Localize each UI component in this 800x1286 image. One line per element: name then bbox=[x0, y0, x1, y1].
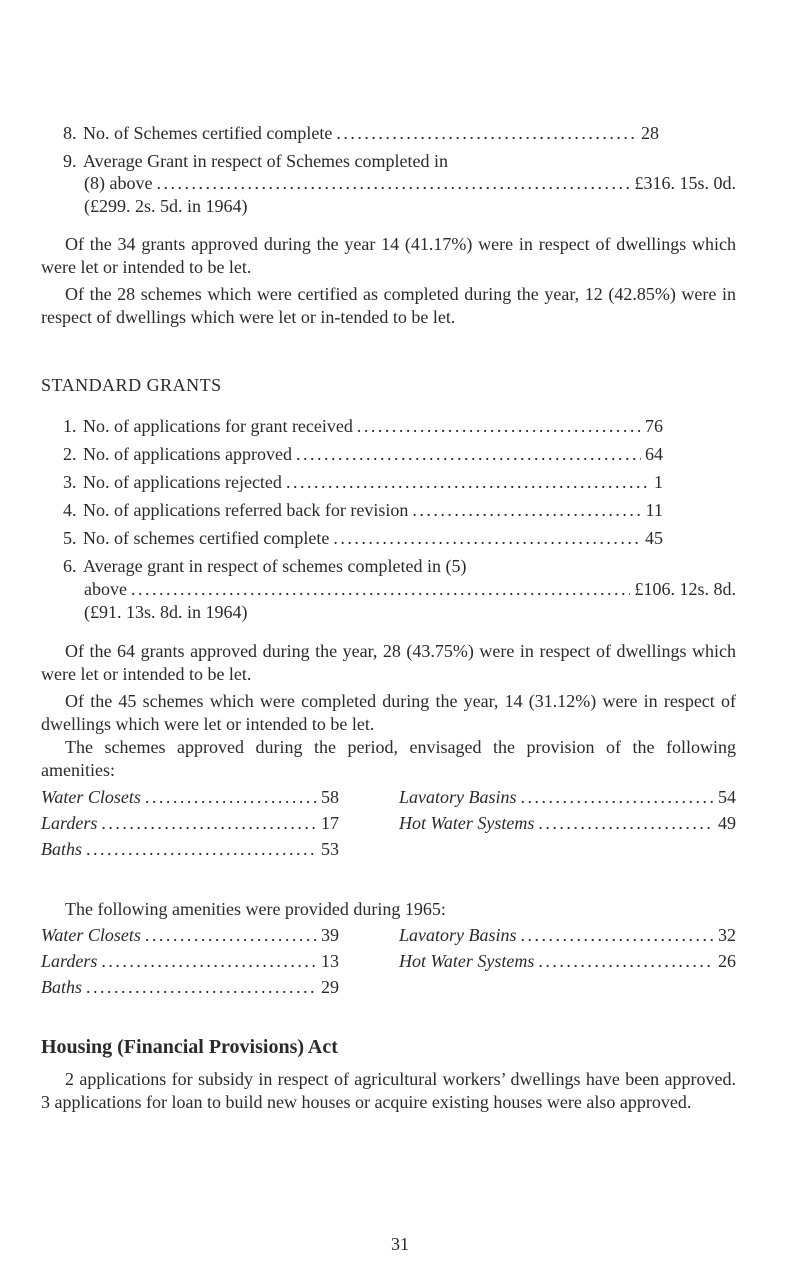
amenity-row bbox=[399, 812, 736, 835]
item-label: (£91. 13s. 8d. in 1964) bbox=[84, 602, 248, 622]
paragraph: Of the 28 schemes which were certified as completed during the year, 12 (42.85%) were in respect of dwellings which were let or in-tended to be let. bbox=[41, 284, 736, 327]
leader-dots bbox=[145, 786, 317, 809]
item-number: 6. bbox=[63, 556, 77, 576]
list-item bbox=[63, 150, 448, 173]
section-heading: Housing (Financial Provisions) Act bbox=[41, 1036, 338, 1058]
list-item bbox=[63, 499, 663, 522]
paragraph: Of the 34 grants approved during the year 14 (41.17%) were in respect of dwellings which were let or intended to be let. bbox=[41, 234, 736, 277]
item-label: No. of schemes certified complete bbox=[83, 528, 330, 548]
amenity-value: 39 bbox=[321, 925, 339, 945]
amenity-label: Lavatory Basins bbox=[399, 925, 517, 945]
amenity-label: Larders bbox=[41, 951, 98, 971]
list-item bbox=[63, 471, 663, 494]
amenity-label: Larders bbox=[41, 813, 98, 833]
item-label: No. of applications referred back for revision bbox=[83, 500, 409, 520]
amenity-row bbox=[399, 924, 736, 947]
item-value: 76 bbox=[645, 416, 663, 436]
list-item bbox=[63, 527, 663, 550]
item-label: (8) above bbox=[84, 173, 153, 193]
list-item bbox=[84, 172, 736, 195]
leader-dots bbox=[101, 812, 317, 835]
leader-dots bbox=[333, 527, 641, 550]
amenity-row bbox=[41, 950, 339, 973]
leader-dots bbox=[521, 786, 714, 809]
item-value: 64 bbox=[645, 444, 663, 464]
list-item bbox=[63, 443, 663, 466]
amenity-label: Baths bbox=[41, 839, 83, 859]
amenity-value: 49 bbox=[718, 813, 736, 833]
list-item bbox=[63, 415, 663, 438]
leader-dots bbox=[336, 122, 637, 145]
item-number: 3. bbox=[63, 472, 77, 492]
leader-dots bbox=[101, 950, 317, 973]
paragraph: The schemes approved during the period, envisaged the provision of the following amenities: bbox=[41, 737, 736, 780]
item-number: 5. bbox=[63, 528, 77, 548]
leader-dots bbox=[538, 812, 714, 835]
amenity-value: 32 bbox=[718, 925, 736, 945]
item-label: Average grant in respect of schemes completed in (5) bbox=[83, 556, 467, 576]
amenity-row bbox=[41, 786, 339, 809]
leader-dots bbox=[521, 924, 714, 947]
paragraph: Of the 45 schemes which were completed during the year, 14 (31.12%) were in respect of dwellings which were let or intended to be let. bbox=[41, 691, 736, 734]
list-item bbox=[63, 122, 659, 145]
leader-dots bbox=[145, 924, 317, 947]
list-item bbox=[84, 195, 248, 218]
item-label: No. of applications for grant received bbox=[83, 416, 353, 436]
item-value: 45 bbox=[645, 528, 663, 548]
amenity-value: 54 bbox=[718, 787, 736, 807]
item-label: Average Grant in respect of Schemes completed in bbox=[83, 151, 449, 171]
list-item bbox=[84, 578, 736, 601]
item-value: 1 bbox=[654, 472, 663, 492]
amenity-label: Hot Water Systems bbox=[399, 951, 535, 971]
item-value: £316. 15s. 0d. bbox=[634, 173, 736, 193]
leader-dots bbox=[296, 443, 641, 466]
amenity-label: Water Closets bbox=[41, 925, 141, 945]
leader-dots bbox=[86, 976, 317, 999]
amenity-row bbox=[41, 838, 339, 861]
item-value: £106. 12s. 8d. bbox=[634, 579, 736, 599]
page-number: 31 bbox=[391, 1234, 409, 1254]
item-number: 2. bbox=[63, 444, 77, 464]
item-value: 28 bbox=[641, 123, 659, 143]
item-label: No. of applications approved bbox=[83, 444, 292, 464]
item-value: 11 bbox=[645, 500, 663, 520]
item-number: 9. bbox=[63, 151, 77, 171]
amenity-value: 13 bbox=[321, 951, 339, 971]
amenity-row bbox=[41, 976, 339, 999]
leader-dots bbox=[412, 499, 641, 522]
leader-dots bbox=[131, 578, 631, 601]
amenity-label: Hot Water Systems bbox=[399, 813, 535, 833]
amenity-row bbox=[399, 786, 736, 809]
amenity-label: Water Closets bbox=[41, 787, 141, 807]
item-label: No. of Schemes certified complete bbox=[83, 123, 333, 143]
paragraph: The following amenities were provided during 1965: bbox=[65, 899, 446, 919]
amenity-value: 26 bbox=[718, 951, 736, 971]
list-item bbox=[84, 601, 248, 624]
amenity-row bbox=[399, 950, 736, 973]
leader-dots bbox=[86, 838, 317, 861]
amenity-value: 29 bbox=[321, 977, 339, 997]
item-number: 8. bbox=[63, 123, 77, 143]
list-item bbox=[63, 555, 467, 578]
amenity-label: Lavatory Basins bbox=[399, 787, 517, 807]
item-label: (£299. 2s. 5d. in 1964) bbox=[84, 196, 248, 216]
amenity-row bbox=[41, 924, 339, 947]
amenity-value: 17 bbox=[321, 813, 339, 833]
amenity-value: 58 bbox=[321, 787, 339, 807]
leader-dots bbox=[538, 950, 714, 973]
item-label: No. of applications rejected bbox=[83, 472, 282, 492]
item-number: 1. bbox=[63, 416, 77, 436]
amenity-value: 53 bbox=[321, 839, 339, 859]
paragraph: 2 applications for subsidy in respect of agricultural workers’ dwellings have been approved. 3 applications for loan to build new houses or acquire existing houses were also approved. bbox=[41, 1069, 736, 1112]
amenity-row bbox=[41, 812, 339, 835]
paragraph: Of the 64 grants approved during the year, 28 (43.75%) were in respect of dwellings which were let or intended to be let. bbox=[41, 641, 736, 684]
leader-dots bbox=[156, 172, 630, 195]
amenity-label: Baths bbox=[41, 977, 83, 997]
item-number: 4. bbox=[63, 500, 77, 520]
leader-dots bbox=[286, 471, 650, 494]
section-heading: STANDARD GRANTS bbox=[41, 375, 222, 395]
leader-dots bbox=[357, 415, 641, 438]
item-label: above bbox=[84, 579, 127, 599]
